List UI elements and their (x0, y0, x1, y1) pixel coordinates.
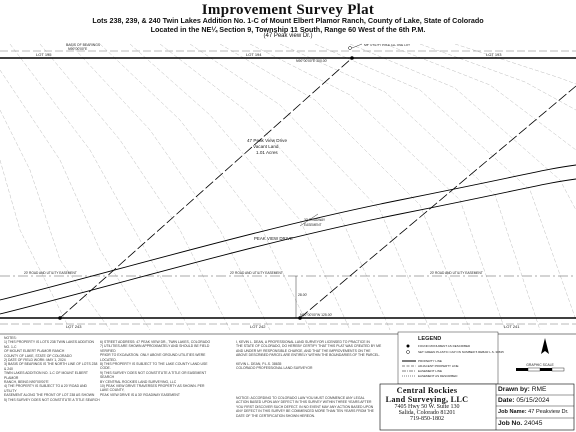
note-line: 7) UTILITIES ARE SHOWN APPROXIMATELY AND SHOULD BE FIELD VERIFIED (100, 344, 210, 353)
note-line: EASEMENT ALONG THE FRONT OF LOT 238 AS SHOWN (4, 393, 95, 398)
utility-pole-note: 5/8" UTILITY POLE ALL ONE LOT (364, 43, 410, 47)
job-number-field (498, 420, 542, 427)
company-phone: 719-850-1802 (410, 416, 444, 422)
drawn-by-label: Drawn by: (498, 386, 530, 393)
note-line: COUNTY OF LAKE, STATE OF COLORADO (4, 353, 72, 358)
note-line: TWIN LAKES ADDITION NO. 1-C OF MOUNT ELBERT PLAMOR (4, 371, 88, 380)
legend-item: SET GREEN PLASTIC CAP ON NUMBER 5 REBAR L.S. 38635 (418, 350, 504, 354)
legend-title: LEGEND (418, 336, 442, 342)
utility-easement-label-east: 20' ROAD AND UTILITY EASEMENT (430, 271, 483, 275)
note-line: 1) THIS PROPERTY IS LOTS 238 TWIN LAKES ADDITION NO. 1-C (4, 340, 95, 349)
north-arrow-icon (541, 338, 549, 354)
cert-line: THE STATE OF COLORADO, DO HEREBY CERTIFY THAT THIS PLAT WAS CREATED BY ME (236, 344, 382, 349)
graphic-scale (516, 368, 564, 371)
note-line: PEAK VIEW DRIVE IS A 30' ROADWAY EASEMENT (100, 392, 180, 397)
cert-line: KEVIN L. DEAN, P.L.S. 38635 (236, 362, 282, 367)
notes-column-2 (100, 340, 212, 397)
note-line: 10) PEAK VIEW DRIVE TRAVERSES PROPERTY AS SHOWN. PER LAKE COUNTY, (100, 384, 205, 393)
job-name-field (498, 409, 569, 415)
monument-icon (350, 56, 354, 60)
utility-pole-icon (349, 47, 352, 50)
job-name-value: 47 Peakview Dr. (528, 409, 569, 415)
legal-description-line2: Located in the NE¼ Section 9, Township 11 South, Range 60 West of the 6th P.M. (150, 25, 426, 34)
legend-item: PROPERTY LINE (418, 359, 442, 363)
legend-item: EASEMENT LINE (418, 369, 442, 373)
note-line: 6) STREET ADDRESS: 47 PEAK VIEW DR., TWIN LAKES, COLORADO (100, 340, 211, 344)
contour-lines (0, 44, 576, 330)
company-name-line1: Central Rockies (396, 386, 458, 395)
note-line: NOTES: (4, 336, 17, 340)
monument-icon (58, 316, 62, 320)
legend-item: ADJACENT PROPERTY LINE (418, 364, 459, 368)
note-line: OF MOUNT ELBERT PLAMOR RANCH (4, 349, 65, 354)
east-property-line (300, 86, 576, 318)
utility-easement-label-mid: 20' ROAD AND UTILITY EASEMENT (230, 271, 283, 275)
legend-item: FOUND MONUMENT AS DESCRIBED (418, 344, 471, 348)
top-distance-label: N90°00'00"E 300.00' (296, 59, 328, 63)
legend-item: EASEMENT AS DESCRIBED (418, 374, 458, 378)
lot-label-193: LOT 193 (486, 52, 502, 57)
cert-line: ABOVE DESCRIBED PARCEL ARE ENTIRELY WITHIN THE BOUNDARIES OF THE PARCEL. (236, 353, 381, 358)
lot-label-195: LOT 195 (36, 52, 52, 57)
cert-line: COLORADO PROFESSIONAL LAND SURVEYOR (236, 366, 313, 371)
parcel-land-use: Vacant Land (253, 144, 279, 149)
road-edge-south (0, 179, 576, 314)
roadway-easement-label-2: EASEMENT (304, 223, 322, 227)
note-line: 2) DATE OF FIELD WORK: MAY 1, 2024 (4, 358, 66, 363)
date-value: 05/15/2024 (516, 397, 550, 404)
basis-of-bearings-label: BASIS OF BEARINGS (66, 43, 101, 47)
drawn-by-field (498, 386, 546, 393)
side-dimension-label: 28.00' (298, 293, 308, 297)
utility-easement-label-west: 20' ROAD AND UTILITY EASEMENT (24, 271, 77, 275)
legal-notice: NOTICE: ACCORDING TO COLORADO LAW YOU MUST COMMENCE ANY LEGAL ACTION BASED UPON ANY DEFECT IN THIS SURVEY WITHIN THREE YEARS AFTER YOU FIRST DISCOVER SUCH DEFECT. IN NO EVENT MAY ANY ACTION BASED UPON ANY DEFECT IN THIS SURVEY BE COMMENCED MORE THAN TEN YEARS FROM THE DATE OF THE CERTIFICATION SHOWN HEREON. (236, 396, 374, 418)
bottom-bearing-label: N90°00'00"W 125.00' (300, 313, 333, 317)
date-label: Date: (498, 397, 515, 404)
found-monument-icon (407, 345, 410, 348)
note-line: PRIOR TO EXCAVATION. ONLY ABOVE GROUND UTILITIES WERE LOCATED. (100, 353, 206, 362)
note-line: BY CENTRAL ROCKIES LAND SURVEYING, LLC (100, 379, 177, 384)
note-line: RANCH, BEING N90°00'00"E (4, 380, 49, 385)
lot-label-242: LOT 242 (250, 324, 266, 329)
job-name-label: Job Name: (498, 409, 527, 415)
west-property-line (60, 58, 352, 318)
company-name-line2: Land Surveying, LLC (385, 395, 469, 404)
road-edge-north (0, 165, 576, 300)
lot-label-243: LOT 243 (66, 324, 82, 329)
notes-column-1 (4, 336, 100, 402)
lot-label-194: LOT 194 (246, 52, 262, 57)
company-block (384, 386, 470, 422)
parcel-area: 1.01 Acres (256, 150, 278, 155)
parcel-address: 47 Peak View Drive (247, 138, 288, 143)
leader-line-pole (352, 44, 362, 48)
note-line: 3) BASIS OF BEARINGS IS THE NORTH LINE OF LOTS 238 & 240 (4, 362, 98, 371)
company-address1: 7405 Hwy 50 W. Suite 130 (394, 404, 460, 410)
address-subtitle: (47 Peak view Dr.) (263, 33, 313, 39)
lot-label-241: LOT 241 (504, 324, 520, 329)
cert-line: AND UNDER MY RESPONSIBLE CHARGE, AND THAT THE IMPROVEMENTS ON THE (236, 348, 371, 353)
note-line: 5) THIS SURVEY DOES NOT CONSTITUTE A TITLE SEARCH (4, 397, 100, 402)
note-line: 4) THE PROPERTY IS SUBJECT TO A 20' ROAD AND UTILITY (4, 384, 87, 393)
roadway-easement-label-1: 30' ROADWAY (304, 218, 326, 222)
note-line: 9) THIS SURVEY DOES NOT CONSTITUTE A TITLE OR EASEMENT SEARCH (100, 370, 207, 380)
date-field (498, 397, 549, 404)
graphic-scale-label: GRAPHIC SCALE (526, 363, 554, 367)
legal-description-line1: Lots 238, 239, & 240 Twin Lakes Addition No. 1-C of Mount Elbert Plamor Ranch, County of Lake, State of Colorado (92, 16, 484, 25)
company-address2: Salida, Colorado 81201 (398, 410, 456, 416)
cert-line: I, KEVIN L. DEAN, A PROFESSIONAL LAND SURVEYOR LICENSED TO PRACTICE IN (236, 340, 370, 344)
top-bearing-label: N90°00'00"E (68, 47, 88, 51)
note-line: 8) THIS PROPERTY IS SUBJECT TO THE LAKE COUNTY LAND USE CODE. (100, 362, 208, 371)
road-label: PEAK VIEW DRIVE (254, 236, 293, 241)
plat-title: Improvement Survey Plat (201, 2, 375, 18)
surveyor-certificate (236, 340, 388, 371)
job-number-value: 24045 (524, 420, 543, 427)
drawn-by-value: RME (531, 386, 547, 393)
job-number-label: Job No. (498, 420, 523, 427)
